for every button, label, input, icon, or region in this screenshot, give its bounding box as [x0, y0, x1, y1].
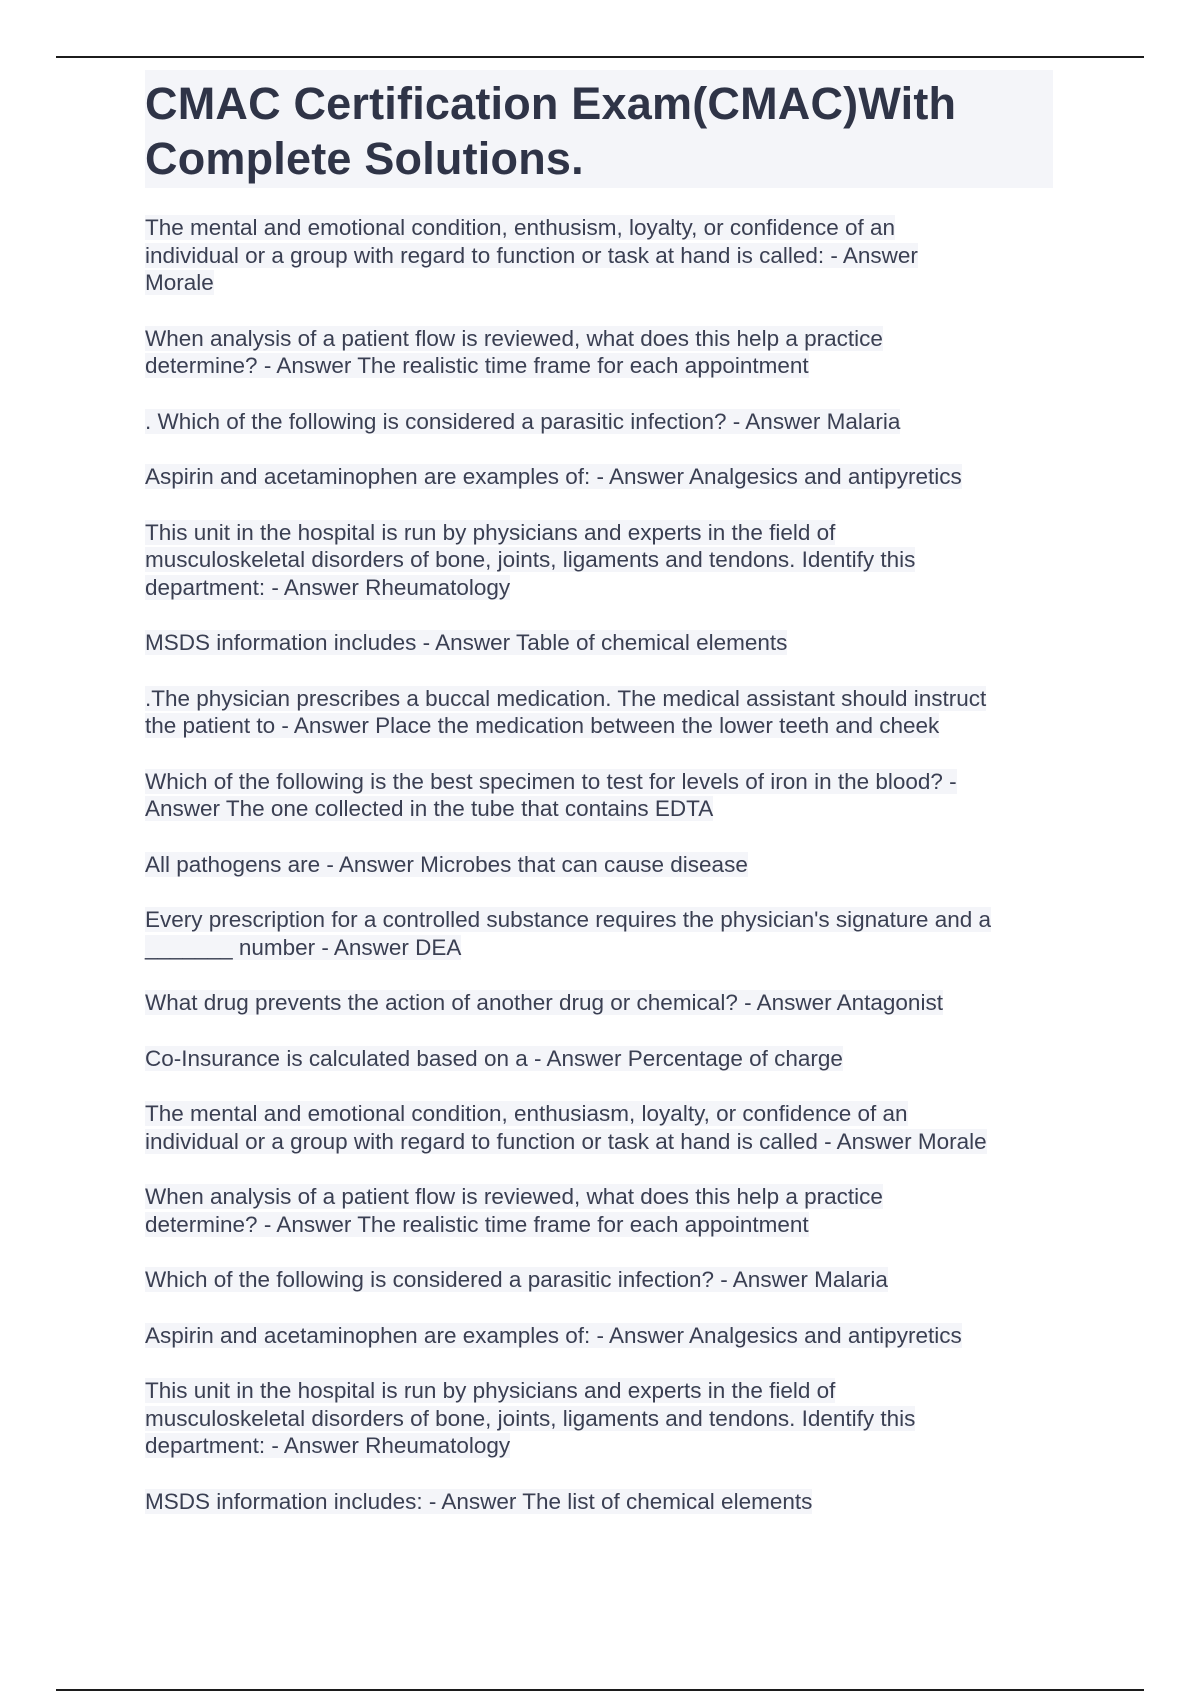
qa-line-text: Answer The one collected in the tube that contains EDTA — [145, 796, 714, 821]
qa-line-text: When analysis of a patient flow is reviewed, what does this help a practice — [145, 325, 883, 351]
qa-line-text: All pathogens are - Answer Microbes that can cause disease — [145, 851, 748, 877]
qa-line-text: This unit in the hospital is run by physicians and experts in the field of — [145, 1378, 836, 1403]
qa-line-text: Aspirin and acetaminophen are examples of: - Answer Analgesics and antipyretics — [145, 464, 962, 489]
qa-line-text: Aspirin and acetaminophen are examples of: - Answer Analgesics and antipyretics — [145, 1322, 962, 1348]
document-page — [145, 70, 1055, 1543]
qa-line-text: What drug prevents the action of another drug or chemical? - Answer Antagonist — [145, 990, 943, 1015]
qa-line — [145, 1432, 1055, 1460]
qa-line-text: _______ number - Answer DEA — [145, 934, 462, 960]
qa-line — [145, 463, 1055, 491]
qa-item — [145, 325, 1055, 380]
qa-line-text: MSDS information includes - Answer Table of chemical elements — [145, 630, 788, 655]
qa-item — [145, 1045, 1055, 1073]
qa-item — [145, 1488, 1055, 1516]
qa-item — [145, 1100, 1055, 1155]
qa-item — [145, 685, 1055, 740]
qa-line-text: Co-Insurance is calculated based on a - Answer Percentage of charge — [145, 1045, 843, 1071]
qa-item — [145, 463, 1055, 491]
qa-line — [145, 1045, 1055, 1073]
title-line: Complete Solutions. — [145, 133, 584, 184]
qa-line — [145, 1266, 1055, 1294]
qa-item — [145, 768, 1055, 823]
qa-line-text: The mental and emotional condition, enthusiasm, loyalty, or confidence of an — [145, 1101, 908, 1126]
qa-item — [145, 1266, 1055, 1294]
qa-item — [145, 629, 1055, 657]
qa-line — [145, 1488, 1055, 1516]
qa-line-text: Every prescription for a controlled substance requires the physician's signature and a — [145, 907, 992, 932]
qa-line — [145, 685, 1055, 713]
title-line: CMAC Certification Exam(CMAC)With — [145, 78, 957, 129]
qa-line-text: musculoskeletal disorders of bone, joints, ligaments and tendons. Identify this — [145, 547, 916, 572]
qa-line-text: .The physician prescribes a buccal medication. The medical assistant should instruct — [145, 685, 987, 711]
qa-line-text: individual or a group with regard to function or task at hand is called - Answer Morale — [145, 1128, 987, 1154]
qa-line-text: determine? - Answer The realistic time frame for each appointment — [145, 353, 809, 378]
bottom-divider — [56, 1689, 1144, 1691]
qa-line — [145, 574, 1055, 602]
qa-line — [145, 1183, 1055, 1211]
qa-item — [145, 519, 1055, 602]
qa-line-text: The mental and emotional condition, enthusism, loyalty, or confidence of an — [145, 215, 896, 240]
qa-line — [145, 408, 1055, 436]
top-divider — [56, 56, 1144, 58]
qa-line-text: determine? - Answer The realistic time frame for each appointment — [145, 1211, 809, 1237]
qa-item — [145, 1322, 1055, 1350]
qa-line — [145, 934, 1055, 962]
qa-item — [145, 906, 1055, 961]
qa-line — [145, 1377, 1055, 1405]
qa-line-text: MSDS information includes: - Answer The list of chemical elements — [145, 1488, 813, 1514]
qa-line — [145, 242, 1055, 270]
qa-list — [145, 214, 1055, 1515]
qa-line-text: This unit in the hospital is run by physicians and experts in the field of — [145, 519, 836, 545]
qa-line-text: department: - Answer Rheumatology — [145, 574, 511, 600]
qa-item — [145, 214, 1055, 297]
qa-line-text: department: - Answer Rheumatology — [145, 1433, 511, 1458]
qa-line — [145, 851, 1055, 879]
qa-line-text: musculoskeletal disorders of bone, joints, ligaments and tendons. Identify this — [145, 1405, 916, 1431]
qa-item — [145, 1377, 1055, 1460]
qa-line — [145, 1322, 1055, 1350]
qa-line-text: the patient to - Answer Place the medication between the lower teeth and cheek — [145, 713, 940, 738]
qa-line-text: Which of the following is considered a parasitic infection? - Answer Malaria — [145, 1267, 888, 1292]
qa-item — [145, 408, 1055, 436]
qa-line — [145, 269, 1055, 297]
qa-line — [145, 214, 1055, 242]
qa-line — [145, 325, 1055, 353]
qa-line — [145, 989, 1055, 1017]
qa-line — [145, 1405, 1055, 1433]
qa-line-text: . Which of the following is considered a parasitic infection? - Answer Malaria — [145, 408, 901, 434]
qa-line — [145, 906, 1055, 934]
qa-item — [145, 989, 1055, 1017]
qa-line — [145, 546, 1055, 574]
qa-item — [145, 851, 1055, 879]
qa-line-text: Morale — [145, 270, 214, 295]
qa-line — [145, 1128, 1055, 1156]
qa-line — [145, 1211, 1055, 1239]
qa-line-text: Which of the following is the best specimen to test for levels of iron in the blood? - — [145, 768, 957, 794]
qa-line — [145, 1100, 1055, 1128]
qa-line-text: When analysis of a patient flow is reviewed, what does this help a practice — [145, 1184, 883, 1209]
qa-line — [145, 352, 1055, 380]
title-block — [145, 70, 1053, 188]
document-title — [145, 76, 1053, 186]
qa-line — [145, 712, 1055, 740]
qa-line — [145, 519, 1055, 547]
qa-line — [145, 795, 1055, 823]
qa-item — [145, 1183, 1055, 1238]
qa-line — [145, 768, 1055, 796]
qa-line — [145, 629, 1055, 657]
qa-line-text: individual or a group with regard to function or task at hand is called: - Answer — [145, 242, 918, 268]
